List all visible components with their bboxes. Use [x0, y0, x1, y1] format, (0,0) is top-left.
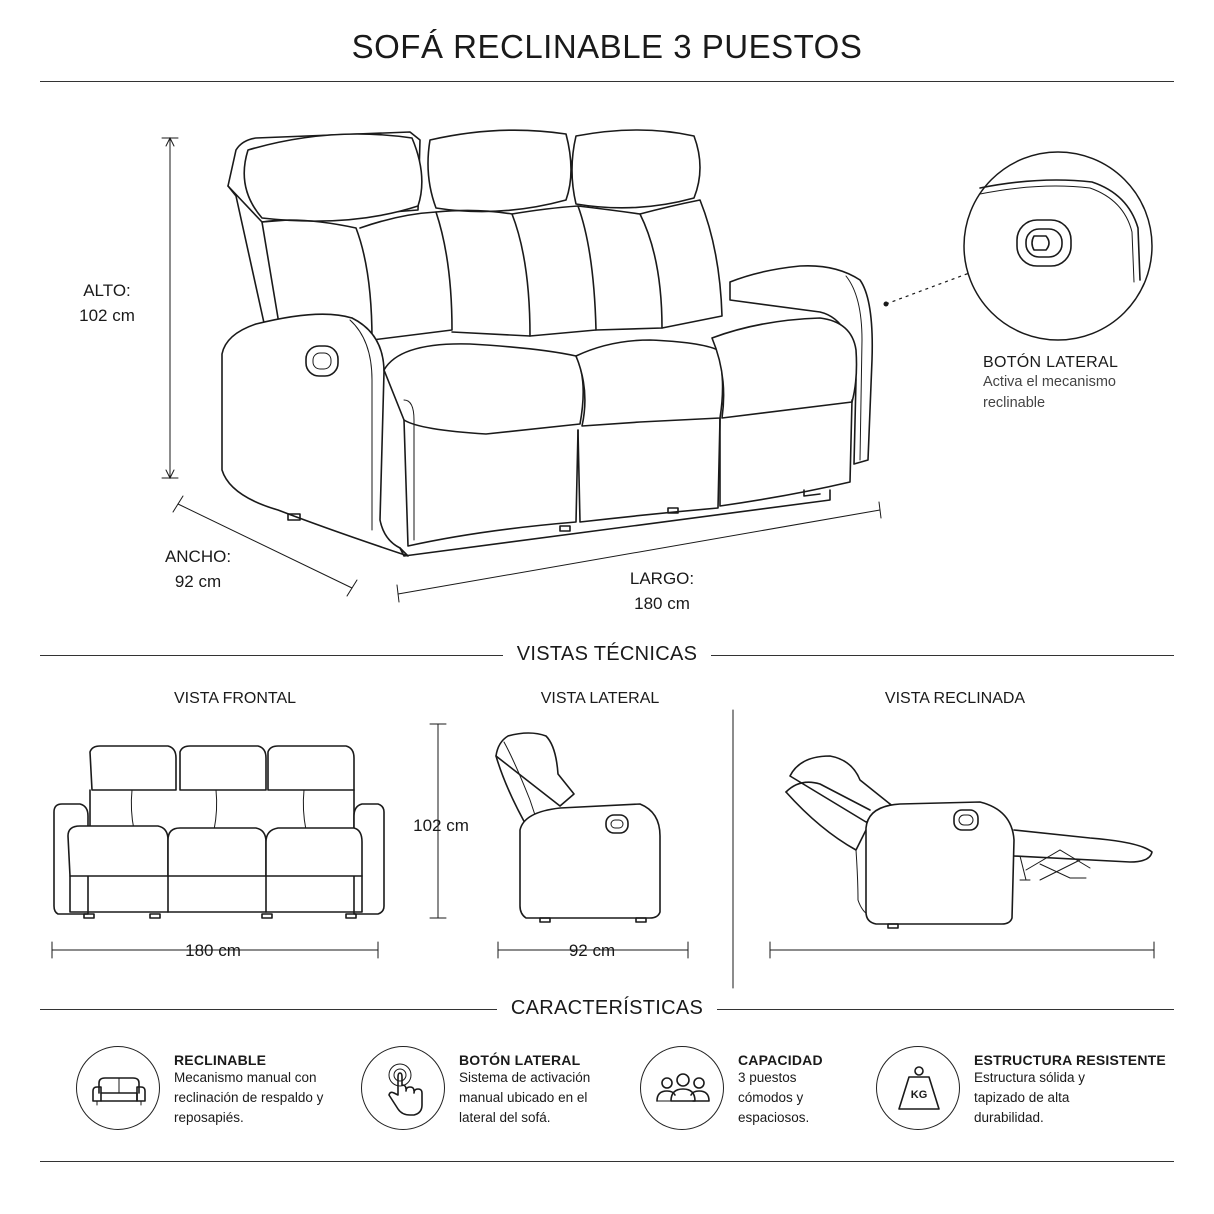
- feature-button-title: BOTÓN LATERAL: [459, 1052, 581, 1068]
- length-caption: LARGO:: [629, 569, 695, 588]
- lateral-width-label: 92 cm: [568, 941, 616, 960]
- feature-capacity-title: CAPACIDAD: [738, 1052, 823, 1068]
- feature-button-desc: Sistema de activación manual ubicado en el lateral del sofá.: [459, 1070, 591, 1125]
- front-width-label: 180 cm: [185, 941, 241, 960]
- feature-button: [459, 1052, 599, 1128]
- lateral-height-label: 102 cm: [413, 816, 469, 835]
- feature-capacity-desc: 3 puestos cómodos y espaciosos.: [738, 1070, 810, 1125]
- feature-structure-badge: [876, 1046, 960, 1130]
- page-title: SOFÁ RECLINABLE 3 PUESTOS: [351, 28, 863, 65]
- feature-structure-desc: Estructura sólida y tapizado de alta durabilidad.: [974, 1070, 1086, 1125]
- feature-capacity-badge: [640, 1046, 724, 1130]
- feature-structure: [974, 1052, 1166, 1128]
- bottom-divider: [40, 1161, 1174, 1162]
- height-value: 102 cm: [79, 306, 135, 325]
- feature-reclinable: [174, 1052, 354, 1128]
- views-section-title: VISTAS TÉCNICAS: [503, 643, 711, 665]
- feature-structure-title: ESTRUCTURA RESISTENTE: [974, 1052, 1166, 1068]
- reclined-width-dimension: [770, 942, 1154, 958]
- depth-value: 92 cm: [174, 572, 222, 591]
- weight-badge-text: KG: [910, 1089, 928, 1101]
- hand-press-icon: [362, 1047, 446, 1131]
- height-caption: ALTO:: [83, 281, 131, 300]
- feature-capacity: [738, 1052, 838, 1128]
- front-view-sofa: [54, 746, 384, 918]
- reclined-view-sofa: [786, 756, 1152, 928]
- features-section-title: CARACTERÍSTICAS: [497, 997, 717, 1019]
- view-lateral-title: VISTA LATERAL: [540, 690, 660, 707]
- feature-reclinable-title: RECLINABLE: [174, 1052, 267, 1068]
- feature-reclinable-badge: [76, 1046, 160, 1130]
- length-value: 180 cm: [634, 594, 690, 613]
- depth-caption: ANCHO:: [164, 547, 232, 566]
- sofa-icon: [77, 1047, 161, 1131]
- feature-reclinable-desc: Mecanismo manual con reclinación de respaldo y reposapiés.: [174, 1070, 324, 1125]
- callout-title: BOTÓN LATERAL: [983, 354, 1119, 371]
- feature-button-badge: [361, 1046, 445, 1130]
- view-frontal-title: VISTA FRONTAL: [173, 690, 297, 707]
- callout-desc: Activa el mecanismo reclinable: [983, 374, 1116, 411]
- people-icon: [641, 1047, 725, 1131]
- view-reclined-title: VISTA RECLINADA: [884, 690, 1026, 707]
